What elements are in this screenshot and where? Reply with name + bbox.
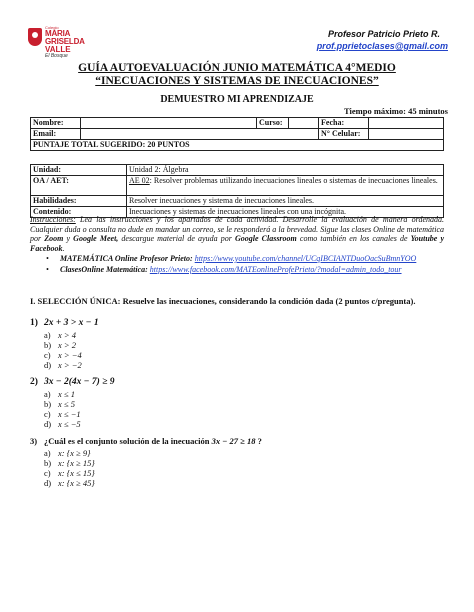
page-title-topic: “INECUACIONES Y SISTEMAS DE INECUACIONES” xyxy=(95,75,379,87)
question-number: 3) xyxy=(30,436,38,446)
option-text: x: {x ≥ 15} xyxy=(58,458,95,468)
option-text: x: {x ≥ 45} xyxy=(58,478,95,488)
celular-label: N° Celular: xyxy=(319,129,369,140)
question-math: 3x − 27 ≥ 18 xyxy=(211,436,256,446)
logo-line1: MARIA GRISELDA xyxy=(45,29,85,46)
question-text: 2x + 3 > x − 1 xyxy=(44,318,99,328)
contenido-value: Inecuaciones y sistemas de inecuaciones lineales con una incógnita. xyxy=(127,207,444,218)
celular-field[interactable] xyxy=(369,129,444,140)
option-b[interactable] xyxy=(44,340,82,350)
option-letter: c) xyxy=(44,468,51,478)
zoom-text: Zoom xyxy=(44,234,64,244)
question-number: 1) xyxy=(30,318,38,328)
bullet-icon: • xyxy=(46,254,49,263)
curso-label: Curso: xyxy=(257,118,289,129)
unidad-label: Unidad: xyxy=(31,165,127,176)
question-3-options xyxy=(44,448,95,488)
unidad-value: Unidad 2: Álgebra xyxy=(127,165,444,176)
question-2-options xyxy=(44,389,81,429)
links-list xyxy=(46,254,446,275)
question-text-suffix: ? xyxy=(255,436,262,446)
instructions-label: Instrucciones: xyxy=(30,215,76,224)
oa-text: : Resolver problemas utilizando inecuaciones lineales o sistemas de inecuaciones lineales. xyxy=(149,176,438,185)
option-d[interactable] xyxy=(44,478,95,488)
option-letter: c) xyxy=(44,350,51,360)
option-a[interactable] xyxy=(44,448,95,458)
option-a[interactable] xyxy=(44,330,82,340)
logo-sub: El Bosque xyxy=(45,53,68,59)
school-logo xyxy=(28,26,90,58)
option-d[interactable] xyxy=(44,419,81,429)
option-text: x: {x ≤ 15} xyxy=(58,468,95,478)
list-item xyxy=(46,265,446,276)
option-letter: a) xyxy=(44,448,51,458)
option-text: x: {x ≥ 9} xyxy=(58,448,91,458)
fecha-label: Fecha: xyxy=(319,118,369,129)
question-number: 2) xyxy=(30,377,38,387)
option-text: x > 4 xyxy=(58,330,77,340)
instructions-paragraph xyxy=(30,215,444,253)
option-letter: a) xyxy=(44,330,51,340)
activity-info-table xyxy=(30,164,444,218)
youtube-label: MATEMÁTICA Online Profesor Prieto: xyxy=(60,254,193,263)
option-text: x > 2 xyxy=(58,340,77,350)
nombre-field[interactable] xyxy=(81,118,257,129)
question-1 xyxy=(30,318,99,328)
instructions-text: como también en los canales de xyxy=(296,234,411,244)
instructions-text: . xyxy=(62,243,65,253)
author-name: Profesor Patricio Prieto R. xyxy=(327,29,440,39)
contenido-label: Contenido: xyxy=(31,207,127,218)
question-2 xyxy=(30,377,115,387)
option-text: x ≤ 5 xyxy=(58,399,75,409)
fecha-field[interactable] xyxy=(369,118,444,129)
option-c[interactable] xyxy=(44,350,82,360)
section-title: I. SELECCIÓN ÚNICA: Resuelve las inecuaciones, considerando la condición dada (2 puntos c/pregunta). xyxy=(30,296,416,306)
option-b[interactable] xyxy=(44,399,81,409)
option-c[interactable] xyxy=(44,468,95,478)
logo-line2: VALLE xyxy=(45,45,71,54)
meet-text: Google Meet, xyxy=(73,234,119,244)
classroom-text: Google Classroom xyxy=(234,234,297,244)
option-a[interactable] xyxy=(44,389,81,399)
option-letter: b) xyxy=(44,340,52,350)
oa-label: OA / AET: xyxy=(31,176,127,196)
shield-icon xyxy=(28,28,42,46)
option-text: x ≤ −1 xyxy=(58,409,81,419)
question-text: ¿Cuál es el conjunto solución de la inecuación xyxy=(44,436,212,446)
option-letter: a) xyxy=(44,389,51,399)
curso-field[interactable] xyxy=(289,118,319,129)
option-letter: c) xyxy=(44,409,51,419)
logo-small-text: Colegio xyxy=(45,25,59,30)
puntaje-total: PUNTAJE TOTAL SUGERIDO: 20 PUNTOS xyxy=(31,140,444,151)
list-item xyxy=(46,254,446,265)
oa-code: AE 02 xyxy=(129,176,150,185)
instructions-text: descargue material de ayuda por xyxy=(118,234,235,244)
option-letter: b) xyxy=(44,399,52,409)
question-3 xyxy=(30,436,262,446)
option-text: x > −4 xyxy=(58,350,82,360)
instructions-text: Lea las instrucciones y los apartados de cada actividad. Desarrolle la evaluación de manera ordenada. Cualquier duda o consulta no dude en mandar un correo, se le responderá a la brevedad. Sigue las clases Online de matemática por xyxy=(30,215,444,244)
option-d[interactable] xyxy=(44,360,82,370)
habilidades-value: Resolver inecuaciones y sistema de inecuaciones lineales. xyxy=(127,196,444,207)
question-1-options xyxy=(44,330,82,370)
facebook-link[interactable]: https://www.facebook.com/MATEonlineProfePrieto/?modal=admin_todo_tour xyxy=(149,264,402,274)
option-letter: d) xyxy=(44,360,52,370)
page-title: GUÍA AUTOEVALUACIÓN JUNIO MATEMÁTICA 4°MEDIO xyxy=(78,62,396,74)
email-field[interactable] xyxy=(81,129,319,140)
oa-value xyxy=(127,176,444,196)
option-text: x ≤ −5 xyxy=(58,419,81,429)
student-info-table xyxy=(30,117,444,151)
bullet-icon: • xyxy=(46,264,49,274)
question-text: 3x − 2(4x − 7) ≥ 9 xyxy=(44,377,115,387)
instructions-text: y xyxy=(63,234,74,244)
option-c[interactable] xyxy=(44,409,81,419)
time-limit: Tiempo máximo: 45 minutos xyxy=(344,106,448,116)
option-letter: b) xyxy=(44,458,52,468)
logo-text xyxy=(45,26,90,59)
page-subtitle: DEMUESTRO MI APRENDIZAJE xyxy=(160,94,314,105)
option-text: x ≤ 1 xyxy=(58,389,75,399)
youtube-facebook-text: Youtube y Facebook xyxy=(30,234,445,253)
option-letter: d) xyxy=(44,478,52,488)
youtube-link[interactable]: https://www.youtube.com/channel/UCqIBCIANTDuoOacSuBmnYOO xyxy=(194,254,417,263)
facebook-label: ClasesOnline Matemática: xyxy=(60,264,148,274)
email-label: Email: xyxy=(31,129,81,140)
option-b[interactable] xyxy=(44,458,95,468)
nombre-label: Nombre: xyxy=(31,118,81,129)
habilidades-label: Habilidades: xyxy=(31,196,127,207)
option-text: x > −2 xyxy=(58,360,82,370)
author-email-link[interactable]: prof.pprietoclases@gmail.com xyxy=(316,41,448,51)
option-letter: d) xyxy=(44,419,52,429)
